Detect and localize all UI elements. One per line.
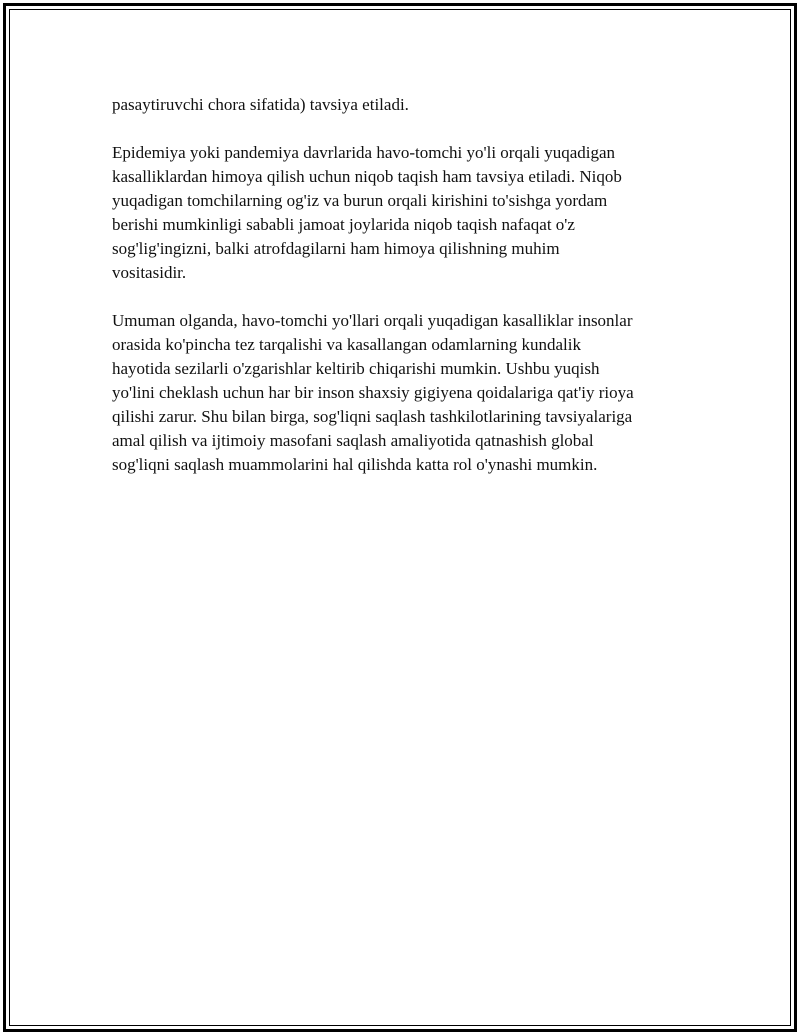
- text-line: orasida ko'pincha tez tarqalishi va kasallangan odamlarning kundalik: [112, 335, 581, 354]
- text-line: hayotida sezilarli o'zgarishlar keltirib chiqarishi mumkin. Ushbu yuqish: [112, 359, 600, 378]
- text-line: yuqadigan tomchilarning og'iz va burun orqali kirishini to'sishga yordam: [112, 191, 608, 210]
- paragraph-3: [112, 309, 697, 477]
- text-line: yo'lini cheklash uchun har bir inson shaxsiy gigiyena qoidalariga qat'iy rioya: [112, 383, 634, 402]
- text-line: berishi mumkinligi sababli jamoat joylarida niqob taqish nafaqat o'z: [112, 215, 575, 234]
- text-line: qilishi zarur. Shu bilan birga, sog'liqni saqlash tashkilotlarining tavsiyalariga: [112, 407, 633, 426]
- text-line: Umuman olganda, havo-tomchi yo'llari orqali yuqadigan kasalliklar insonlar: [112, 311, 633, 330]
- paragraph-1: [112, 93, 697, 117]
- text-line: pasaytiruvchi chora sifatida) tavsiya etiladi.: [112, 95, 409, 114]
- text-line: Epidemiya yoki pandemiya davrlarida havo-tomchi yo'li orqali yuqadigan: [112, 143, 616, 162]
- document-body: [112, 93, 697, 501]
- text-line: sog'lig'ingizni, balki atrofdagilarni ham himoya qilishning muhim: [112, 239, 560, 258]
- paragraph-2: [112, 141, 697, 285]
- text-line: sog'liqni saqlash muammolarini hal qilishda katta rol o'ynashi mumkin.: [112, 455, 598, 474]
- text-line: kasalliklardan himoya qilish uchun niqob taqish ham tavsiya etiladi. Niqob: [112, 167, 622, 186]
- text-line: vositasidir.: [112, 263, 187, 282]
- text-line: amal qilish va ijtimoiy masofani saqlash amaliyotida qatnashish global: [112, 431, 594, 450]
